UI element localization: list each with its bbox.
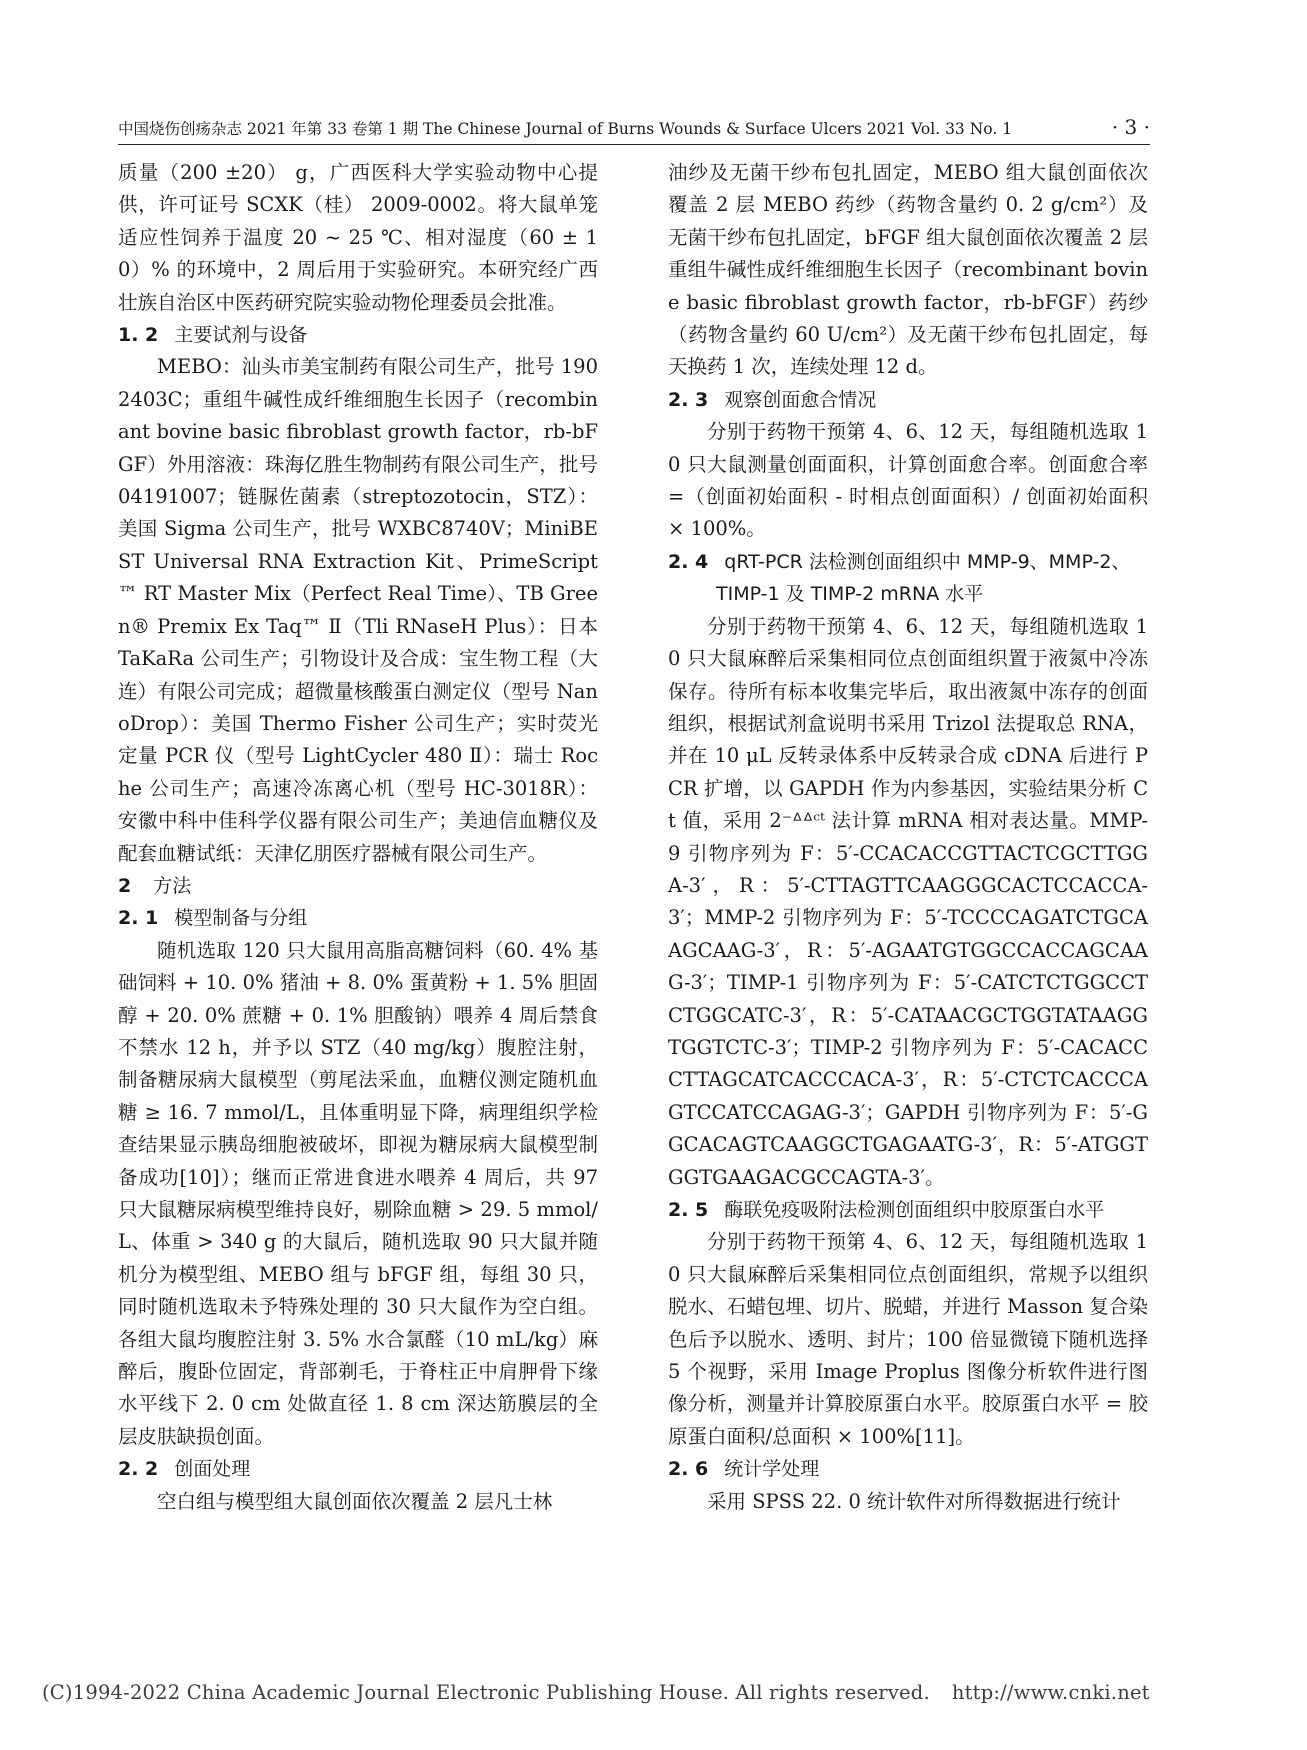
paragraph-treatment-start: 空白组与模型组大鼠创面依次覆盖 2 层凡士林 [157, 1489, 553, 1513]
section-number: 2. 6 [668, 1458, 709, 1481]
paragraph-model: 随机选取 120 只大鼠用高脂高糖饲料（60. 4% 基础饲料 + 10. 0% 猪油 + 8. 0% 蛋黄粉 + 1. 5% 胆固醇 + 20. 0% 蔗糖 + 0. 1% 胆酸钠）喂养 4 周后禁食不禁水 12 h，并予以 STZ（40 mg/kg）腹腔注射，制备糖尿病大鼠模型（剪尾法采血，血糖仪测定随机血糖 ≥ 16. 7 mmol/L，且体重明显下降，病理组织学检查结果显示胰岛细胞被破坏，即视为糖尿病大鼠模型制备成功[10]）；继而正常进食进水喂养 4 周后，共 97 只大鼠糖尿病模型维持良好，剔除血糖 > 29. 5 mmol/L、体重 > 340 g 的大鼠后，随机选取 90 只大鼠并随机分为模型组、MEBO 组与 bFGF 组，每组 30 只，同时随机选取未予特殊处理的 30 只大鼠作为空白组。各组大鼠均腹腔注射 3. 5% 水合氯醛（10 mL/kg）麻醉后，腹卧位固定，背部剃毛，于脊柱正中肩胛骨下缘水平线下 2. 0 cm 处做直径 1. 8 cm 深达筋膜层的全层皮肤缺损创面。 [118, 938, 598, 1448]
section-heading-2-4 [668, 546, 1148, 611]
journal-running-title: 中国烧伤创疡杂志 2021 年第 33 卷第 1 期 The Chinese Journal of Burns Wounds & Surface Ulcers 2021 Vol. 33 No. 1 [118, 120, 1013, 138]
section-number: 1. 2 [118, 324, 159, 347]
section-number: 2. 3 [668, 388, 709, 411]
right-column [668, 157, 1148, 1518]
paragraph-qrt-pcr: 分别于药物干预第 4、6、12 天，每组随机选取 10 只大鼠麻醉后采集相同位点创面组织置于液氮中冷冻保存。待所有标本收集完毕后，取出液氮中冻存的创面组织，根据试剂盒说明书采用 Trizol 法提取总 RNA，并在 10 μL 反转录体系中反转录合成 cDNA 后进行 PCR 扩增，以 GAPDH 作为内参基因，实验结果分析 Ct 值，采用 2⁻ᐞᐞᶜᵗ 法计算 mRNA 相对表达量。MMP-9 引物序列为 F：5′-CCACACCGTTACTCGCTTGGA-3′，R：5′-CTTAGTTCAAGGGCACTCCACCA-3′；MMP-2 引物序列为 F：5′-TCCCCAGATCTGCAAGCAAG-3′，R：5′-AGAATGTGGCCACCAGCAAG-3′；TIMP-1 引物序列为 F：5′-CATCTCTGGCCTCTGGCATC-3′，R：5′-CATAACGCTGGTATAAGGTGGTCTC-3′；TIMP-2 引物序列为 F：5′-CACACCCTTAGCATCACCCACA-3′，R：5′-CTCTCACCCAGTCCATCCAGAG-3′；GAPDH 引物序列为 F：5′-GGCACAGTCAAGGCTGAGAATG-3′，R：5′-ATGGTGGTGAAGACGCCAGTA-3′。 [668, 614, 1148, 1189]
section-title: 主要试剂与设备 [174, 324, 308, 347]
left-column [118, 157, 598, 1518]
section-heading-2-3 [668, 384, 1148, 416]
section-title: 方法 [153, 874, 192, 897]
paragraph-treatment-continued: 油纱及无菌干纱布包扎固定，MEBO 组大鼠创面依次覆盖 2 层 MEBO 药纱（药物含量约 0. 2 g/cm²）及无菌干纱布包扎固定，bFGF 组大鼠创面依次覆盖 2 层重组牛碱性成纤维细胞生长因子（recombinant bovine basic fibroblast growth factor，rb-bFGF）药纱（药物含量约 60 U/cm²）及无菌干纱布包扎固定，每天换药 1 次，连续处理 12 d。 [668, 161, 1148, 379]
copyright-footer [42, 1681, 1262, 1704]
section-heading-2-6 [668, 1453, 1148, 1485]
page-number: · 3 · [1111, 115, 1150, 139]
section-heading-2-2 [118, 1453, 598, 1485]
section-number: 2. 5 [668, 1199, 709, 1221]
section-title: 模型制备与分组 [174, 907, 308, 930]
section-title: 酶联免疫吸附法检测创面组织中胶原蛋白水平 [724, 1199, 1105, 1221]
running-header [118, 115, 1150, 145]
section-title: 观察创面愈合情况 [724, 388, 877, 411]
paragraph-collagen: 分别于药物干预第 4、6、12 天，每组随机选取 10 只大鼠麻醉后采集相同位点创面组织，常规予以组织脱水、石蜡包埋、切片、脱蜡，并进行 Masson 复合染色后予以脱水、透明、封片；100 倍显微镜下随机选择 5 个视野，采用 Image Proplus 图像分析软件进行图像分析，测量并计算胶原蛋白水平。胶原蛋白水平 = 胶原蛋白面积/总面积 × 100%[11]。 [668, 1230, 1148, 1448]
section-heading-2-5 [668, 1194, 1148, 1226]
section-title: qRT-PCR 法检测创面组织中 MMP-9、MMP-2、TIMP-1 及 TIMP-2 mRNA 水平 [716, 550, 1131, 606]
section-title: 统计学处理 [724, 1458, 820, 1481]
section-heading-2-1 [118, 902, 598, 934]
footer-url[interactable]: http://www.cnki.net [951, 1681, 1150, 1704]
paragraph-reagents: MEBO：汕头市美宝制药有限公司生产，批号 1902403C；重组牛碱性成纤维细胞生长因子（recombinant bovine basic fibroblast growth factor，rb-bFGF）外用溶液：珠海亿胜生物制药有限公司生产，批号 04191007；链脲佐菌素（streptozotocin，STZ）：美国 Sigma 公司生产，批号 WXBC8740V；MiniBEST Universal RNA Extraction Kit、PrimeScript™ RT Master Mix（Perfect Real Time）、TB Green® Premix Ex Taq™ Ⅱ（Tli RNaseH Plus）：日本 TaKaRa 公司生产；引物设计及合成：宝生物工程（大连）有限公司完成；超微量核酸蛋白测定仪（型号 NanoDrop）：美国 Thermo Fisher 公司生产；实时荧光定量 PCR 仪（型号 LightCycler 480 Ⅱ）：瑞士 Roche 公司生产；高速冷冻离心机（型号 HC-3018R）：安徽中科中佳科学仪器有限公司生产；美迪信血糖仪及配套血糖试纸：天津亿朋医疗器械有限公司生产。 [118, 355, 598, 865]
copyright-text: (C)1994-2022 China Academic Journal Electronic Publishing House. All rights reserved. [42, 1681, 930, 1704]
section-number: 2. 2 [118, 1458, 159, 1481]
paragraph-statistics: 采用 SPSS 22. 0 统计软件对所得数据进行统计 [707, 1489, 1121, 1513]
paragraph-animals: 质量（200 ±20） g，广西医科大学实验动物中心提供，许可证号 SCXK（桂） 2009-0002。将大鼠单笼适应性饲养于温度 20 ~ 25 ℃、相对湿度（60 ± 10）% 的环境中，2 周后用于实验研究。本研究经广西壮族自治区中医药研究院实验动物伦理委员会批准。 [118, 161, 598, 314]
section-heading-1-2 [118, 319, 598, 351]
section-heading-2 [118, 870, 598, 902]
paragraph-healing: 分别于药物干预第 4、6、12 天，每组随机选取 10 只大鼠测量创面面积，计算创面愈合率。创面愈合率 =（创面初始面积 - 时相点创面面积）/ 创面初始面积 × 100%。 [668, 420, 1148, 541]
section-number: 2. 4 [668, 550, 709, 573]
section-number: 2 [118, 874, 132, 897]
section-title: 创面处理 [174, 1458, 251, 1481]
section-number: 2. 1 [118, 907, 159, 930]
